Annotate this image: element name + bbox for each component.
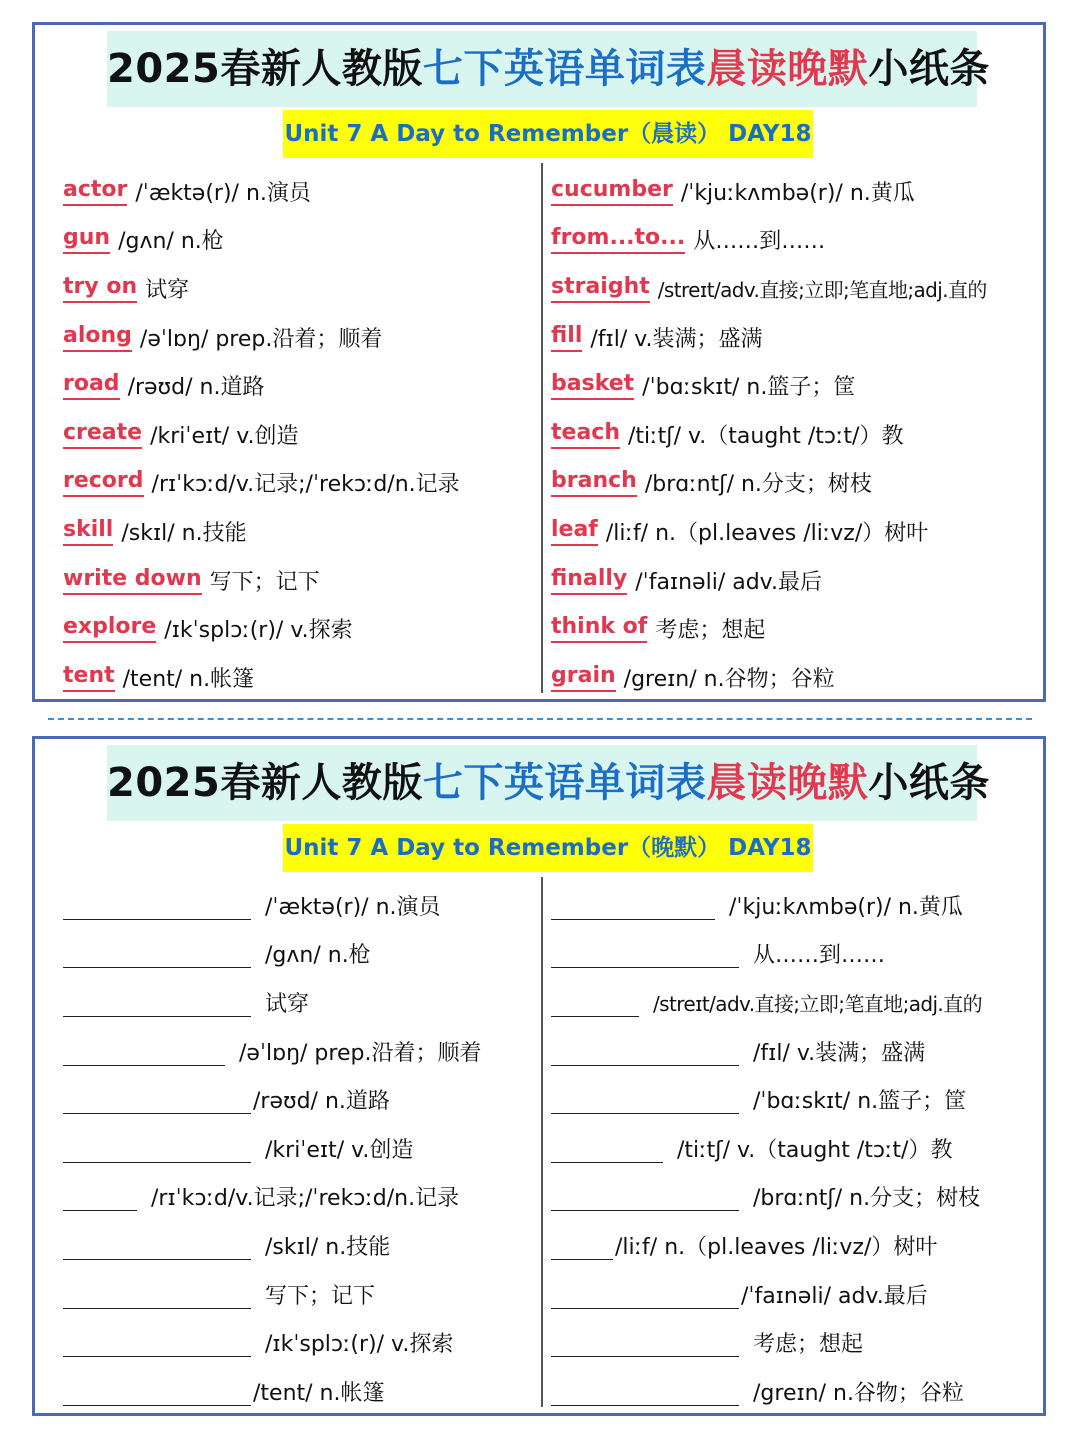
- vocab-row: [551, 313, 1041, 362]
- dictation-row: [551, 1270, 1041, 1319]
- vocab-word: explore: [63, 614, 156, 643]
- dictation-row: [551, 1124, 1041, 1173]
- vocab-definition: /tent/ n.帐篷: [122, 666, 255, 692]
- dictation-row: [63, 1075, 539, 1124]
- dictation-row: [551, 1367, 1041, 1416]
- vocab-definition: /ˈfaɪnəli/ adv.最后: [635, 569, 822, 595]
- morning-reading-card: [32, 22, 1046, 702]
- vocab-row: [551, 507, 1041, 556]
- evening-dictation-card: [32, 736, 1046, 1416]
- answer-blank[interactable]: [551, 891, 715, 920]
- vocab-definition: 试穿: [265, 991, 310, 1017]
- vocab-definition: /streɪt/adv.直接;立即;笔直地;adj.直的: [657, 277, 987, 302]
- vocab-definition: /liːf/ n.（pl.leaves /liːvz/）树叶: [615, 1234, 938, 1260]
- answer-blank[interactable]: [551, 1328, 739, 1357]
- vocab-row: [63, 556, 539, 605]
- vocab-definition: /ˈbɑːskɪt/ n.篮子；筐: [642, 375, 856, 401]
- dictation-row: [551, 1318, 1041, 1367]
- vocab-word: straight: [551, 274, 650, 303]
- vocab-definition: /kriˈeɪt/ v.创造: [150, 423, 299, 449]
- vocab-definition: 试穿: [145, 277, 190, 303]
- vocab-row: [551, 361, 1041, 410]
- vocab-word: teach: [551, 420, 620, 449]
- vocab-definition: /rəʊd/ n.道路: [253, 1089, 390, 1115]
- vocab-definition: /ˈæktə(r)/ n.演员: [135, 180, 311, 206]
- vocab-row: [551, 653, 1041, 702]
- vocab-word: create: [63, 420, 142, 449]
- dictation-row: [63, 930, 539, 979]
- vocab-word: try on: [63, 274, 137, 303]
- vocab-word: from...to...: [551, 225, 685, 254]
- unit-subtitle: Unit 7 A Day to Remember（晚默） DAY18: [283, 824, 813, 872]
- vocab-definition: /greɪn/ n.谷物；谷粒: [623, 666, 835, 692]
- answer-blank[interactable]: [63, 939, 251, 968]
- vocab-definition: 写下；记下: [209, 569, 320, 595]
- answer-blank[interactable]: [551, 1037, 739, 1066]
- vocab-row: [63, 604, 539, 653]
- dictation-row: [63, 1318, 539, 1367]
- vocab-definition: /ˈfaɪnəli/ adv.最后: [741, 1283, 928, 1309]
- vocab-row: [551, 410, 1041, 459]
- vocab-row: [551, 459, 1041, 508]
- column-divider: [541, 877, 543, 1407]
- vocab-row: [63, 264, 539, 313]
- vocab-definition: /əˈlɒŋ/ prep.沿着；顺着: [239, 1040, 482, 1066]
- vocab-definition: /rəʊd/ n.道路: [127, 375, 265, 401]
- vocab-row: [63, 167, 539, 216]
- page-title: 2025春新人教版七下英语单词表晨读晚默小纸条: [107, 31, 977, 107]
- dictation-column-left: [63, 881, 539, 1416]
- vocab-definition: /tiːtʃ/ v.（taught /tɔːt/）教: [677, 1137, 953, 1163]
- dictation-row: [63, 1270, 539, 1319]
- dictation-row: [63, 1027, 539, 1076]
- answer-blank[interactable]: [551, 1377, 739, 1406]
- answer-blank[interactable]: [63, 891, 251, 920]
- vocab-row: [63, 313, 539, 362]
- vocab-word: cucumber: [551, 177, 673, 206]
- vocab-word: basket: [551, 371, 634, 400]
- answer-blank[interactable]: [63, 988, 251, 1017]
- vocab-row: [551, 216, 1041, 265]
- vocab-row: [551, 264, 1041, 313]
- vocab-definition: /streɪt/adv.直接;立即;笔直地;adj.直的: [653, 991, 982, 1016]
- vocab-definition: /əˈlɒŋ/ prep.沿着；顺着: [139, 326, 383, 352]
- vocab-word: grain: [551, 663, 616, 692]
- vocab-row: [63, 459, 539, 508]
- vocab-word: actor: [63, 177, 127, 206]
- answer-blank[interactable]: [63, 1377, 251, 1406]
- vocab-definition: 写下；记下: [265, 1283, 376, 1309]
- answer-blank[interactable]: [63, 1085, 251, 1114]
- vocab-row: [63, 216, 539, 265]
- vocab-row: [63, 410, 539, 459]
- dictation-row: [63, 978, 539, 1027]
- vocab-definition: 从……到……: [753, 943, 886, 969]
- vocab-definition: /ˈæktə(r)/ n.演员: [265, 894, 441, 920]
- answer-blank[interactable]: [63, 1280, 251, 1309]
- vocab-definition: 考虑；想起: [655, 618, 766, 644]
- vocab-definition: /ɪkˈsplɔː(r)/ v.探索: [164, 618, 353, 644]
- dictation-row: [551, 1027, 1041, 1076]
- dictation-row: [551, 1221, 1041, 1270]
- vocab-definition: /gʌn/ n.枪: [265, 943, 371, 969]
- vocab-word: record: [63, 468, 144, 497]
- dictation-row: [551, 1075, 1041, 1124]
- vocab-definition: /brɑːntʃ/ n.分支；树枝: [753, 1186, 981, 1212]
- answer-blank[interactable]: [551, 1085, 739, 1114]
- vocab-definition: /ɪkˈsplɔː(r)/ v.探索: [265, 1332, 454, 1358]
- vocab-word: road: [63, 371, 120, 400]
- vocab-row: [551, 604, 1041, 653]
- vocab-definition: /liːf/ n.（pl.leaves /liːvz/）树叶: [605, 520, 929, 546]
- vocab-row: [63, 653, 539, 702]
- vocab-word: branch: [551, 468, 637, 497]
- page-title: 2025春新人教版七下英语单词表晨读晚默小纸条: [107, 745, 977, 821]
- vocab-definition: /ˈbɑːskɪt/ n.篮子；筐: [753, 1089, 967, 1115]
- vocab-word: fill: [551, 323, 582, 352]
- vocab-definition: /ˈkjuːkʌmbə(r)/ n.黄瓜: [729, 894, 963, 920]
- answer-blank[interactable]: [551, 1134, 663, 1163]
- vocab-definition: /rɪˈkɔːd/v.记录;/ˈrekɔːd/n.记录: [151, 472, 460, 498]
- dictation-row: [63, 1367, 539, 1416]
- vocab-row: [63, 507, 539, 556]
- answer-blank[interactable]: [551, 1280, 739, 1309]
- vocab-definition: /skɪl/ n.技能: [265, 1234, 391, 1260]
- vocab-word: think of: [551, 614, 647, 643]
- vocab-word: leaf: [551, 517, 598, 546]
- vocab-definition: /brɑːntʃ/ n.分支；树枝: [644, 472, 872, 498]
- vocab-word: skill: [63, 517, 113, 546]
- column-divider: [541, 163, 543, 693]
- vocab-column-left: [63, 167, 539, 702]
- vocab-row: [63, 361, 539, 410]
- dictation-row: [551, 930, 1041, 979]
- vocab-column-right: [551, 167, 1041, 702]
- vocab-definition: 从……到……: [693, 229, 826, 255]
- answer-blank[interactable]: [63, 1328, 251, 1357]
- dictation-row: [551, 978, 1041, 1027]
- vocab-word: tent: [63, 663, 115, 692]
- vocab-definition: /fɪl/ v.装满；盛满: [753, 1040, 926, 1066]
- answer-blank[interactable]: [63, 1037, 225, 1066]
- answer-blank[interactable]: [551, 1231, 613, 1260]
- vocab-definition: /ˈkjuːkʌmbə(r)/ n.黄瓜: [680, 180, 915, 206]
- dictation-column-right: [551, 881, 1041, 1416]
- dictation-row: [551, 881, 1041, 930]
- vocab-row: [551, 167, 1041, 216]
- dictation-row: [63, 1124, 539, 1173]
- unit-subtitle: Unit 7 A Day to Remember（晨读） DAY18: [283, 110, 813, 158]
- vocab-definition: /skɪl/ n.技能: [121, 520, 247, 546]
- vocab-definition: /tent/ n.帐篷: [253, 1380, 385, 1406]
- answer-blank[interactable]: [551, 939, 739, 968]
- dictation-row: [63, 881, 539, 930]
- answer-blank[interactable]: [63, 1231, 251, 1260]
- vocab-word: finally: [551, 566, 627, 595]
- dictation-row: [63, 1221, 539, 1270]
- vocab-definition: /gʌn/ n.枪: [118, 229, 224, 255]
- vocab-word: gun: [63, 225, 110, 254]
- vocab-definition: 考虑；想起: [753, 1332, 864, 1358]
- answer-blank[interactable]: [63, 1182, 137, 1211]
- vocab-definition: /rɪˈkɔːd/v.记录;/ˈrekɔːd/n.记录: [151, 1186, 460, 1212]
- vocab-word: along: [63, 323, 132, 352]
- vocab-row: [551, 556, 1041, 605]
- answer-blank[interactable]: [551, 1182, 739, 1211]
- vocab-definition: /kriˈeɪt/ v.创造: [265, 1137, 414, 1163]
- cut-line-divider: [48, 718, 1032, 720]
- answer-blank[interactable]: [551, 988, 639, 1017]
- vocab-definition: /greɪn/ n.谷物；谷粒: [753, 1380, 964, 1406]
- vocab-definition: /fɪl/ v.装满；盛满: [590, 326, 763, 352]
- vocab-word: write down: [63, 566, 202, 595]
- vocab-definition: /tiːtʃ/ v.（taught /tɔːt/）教: [628, 423, 904, 449]
- answer-blank[interactable]: [63, 1134, 251, 1163]
- dictation-row: [63, 1173, 539, 1222]
- dictation-row: [551, 1173, 1041, 1222]
